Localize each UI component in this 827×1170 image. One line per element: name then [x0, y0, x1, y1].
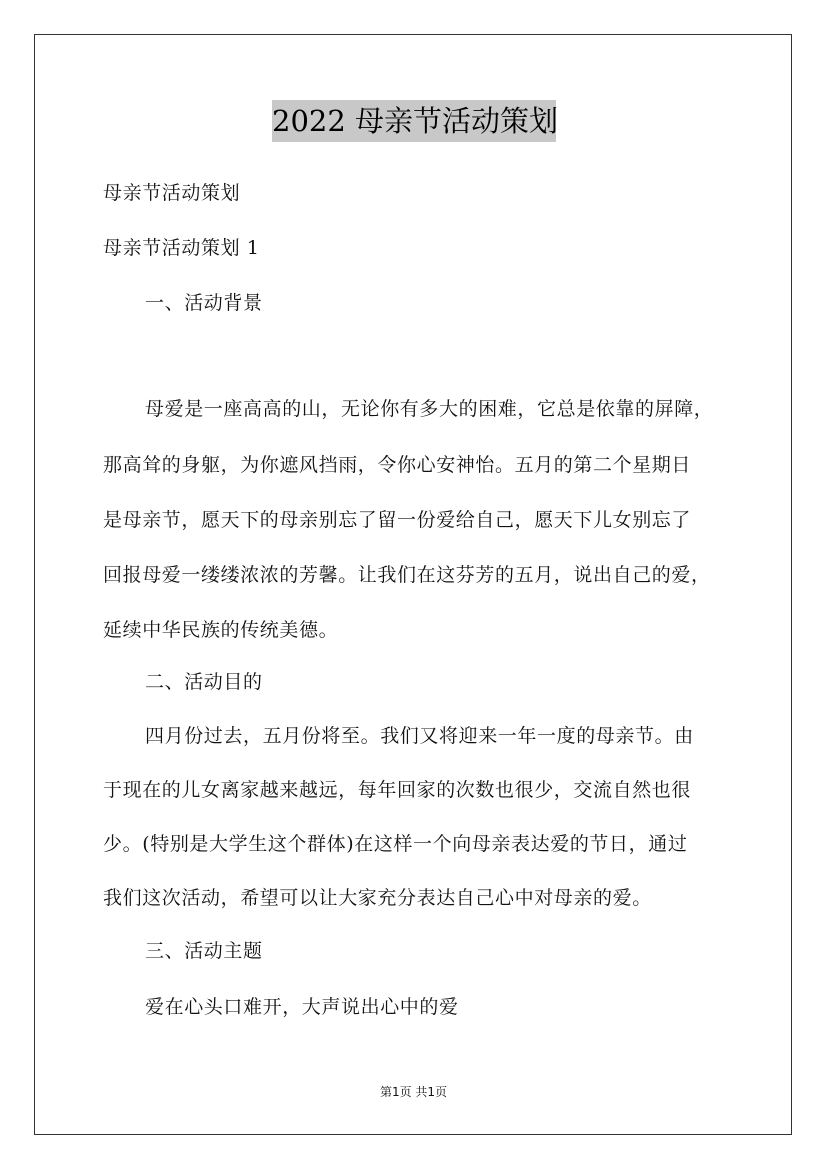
paragraph-line: 延续中华民族的传统美德。: [103, 619, 339, 641]
theme-line: 爱在心头口难开，大声说出心中的爱: [145, 996, 459, 1018]
paragraph-line: 于现在的儿女离家越来越远，每年回家的次数也很少，交流自然也很: [103, 779, 692, 801]
section-heading-background: 一、活动背景: [145, 292, 263, 314]
document-subtitle-numbered: 母亲节活动策划 1: [103, 237, 260, 259]
page-footer: 第1页 共1页: [379, 1085, 448, 1099]
paragraph-line: 那高耸的身躯，为你遮风挡雨，令你心安神怡。五月的第二个星期日: [103, 454, 692, 476]
section-heading-purpose: 二、活动目的: [145, 671, 263, 693]
paragraph-line: 四月份过去，五月份将至。我们又将迎来一年一度的母亲节。由: [145, 725, 694, 747]
document-subtitle: 母亲节活动策划: [103, 182, 241, 204]
paragraph-line: 是母亲节，愿天下的母亲别忘了留一份爱给自己，愿天下儿女别忘了: [103, 509, 692, 531]
paragraph-line: 回报母爱一缕缕浓浓的芳馨。让我们在这芬芳的五月，说出自己的爱，: [103, 564, 711, 586]
paragraph-line: 少。(特别是大学生这个群体)在这样一个向母亲表达爱的节日，通过: [103, 833, 688, 855]
document-title: 2022 母亲节活动策划: [272, 100, 556, 142]
paragraph-line: 母爱是一座高高的山，无论你有多大的困难，它总是依靠的屏障，: [145, 398, 714, 420]
section-heading-theme: 三、活动主题: [145, 940, 263, 962]
paragraph-line: 我们这次活动，希望可以让大家充分表达自己心中对母亲的爱。: [103, 887, 652, 909]
